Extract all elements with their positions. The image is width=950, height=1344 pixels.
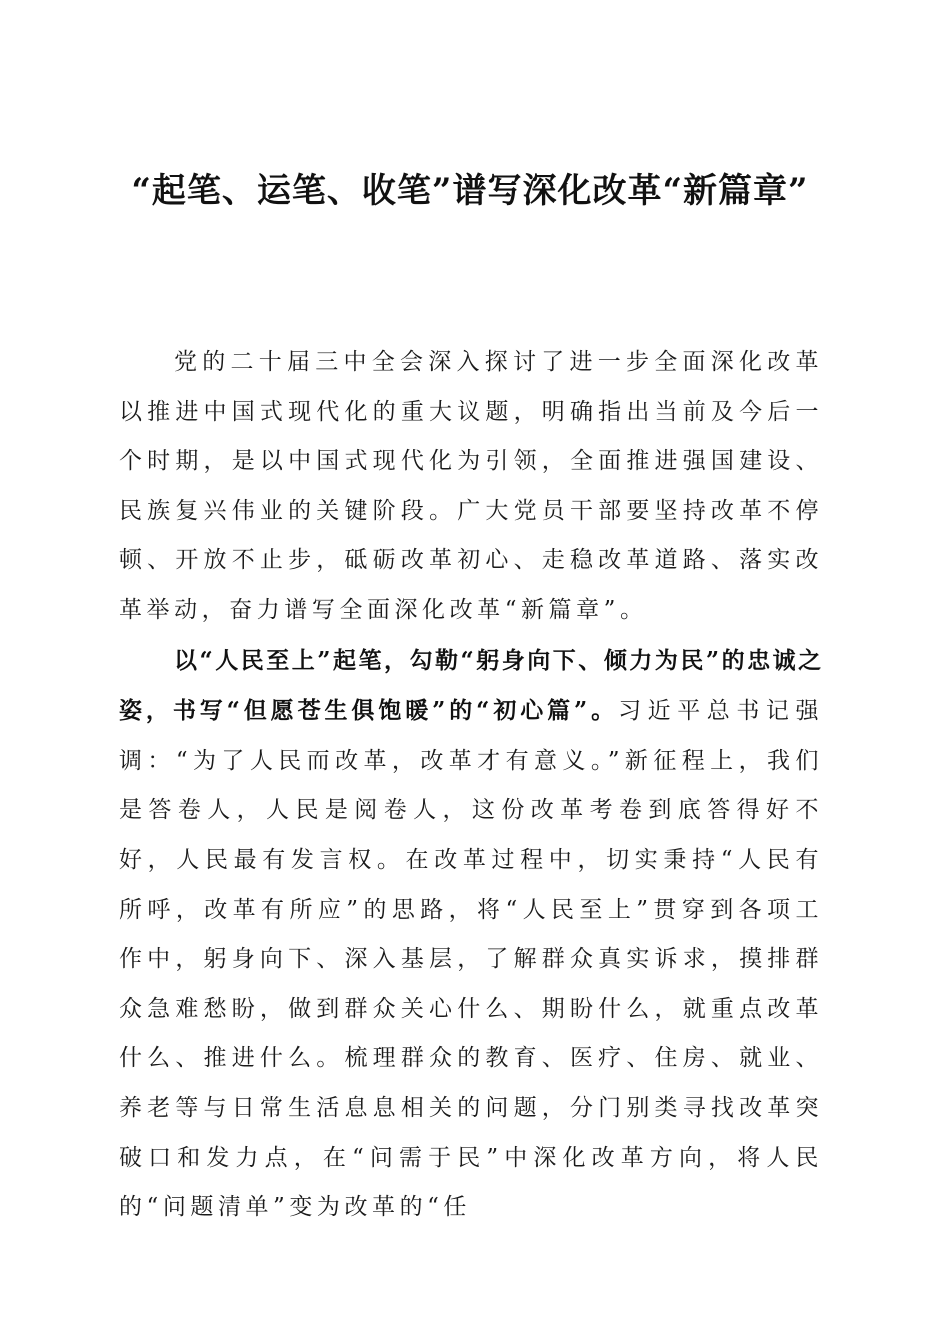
paragraph-people-first-text: 习近平总书记强调：“为了人民而改革，改革才有意义。”新征程上，我们是答卷人，人民是阅卷人，这份改革考卷到底答得好不好，人民最有发言权。在改革过程中，切实秉持“人民有所呼，改革有所应”的思路，将“人民至上”贯穿到各项工作中，躬身向下、深入基层，了解群众真实诉求，摸排群众急难愁盼，做到群众关心什么、期盼什么，就重点改革什么、推进什么。梳理群众的教育、医疗、住房、就业、养老等与日常生活息息相关的问题，分门别类寻找改革突破口和发力点，在“问需于民”中深化改革方向，将人民的“问题清单”变为改革的“任	[119, 698, 823, 1221]
paragraph-intro	[119, 338, 823, 636]
document-title: “起笔、运笔、收笔”谱写深化改革“新篇章”	[131, 171, 809, 211]
paragraph-people-first	[119, 636, 823, 1233]
paragraph-intro-text: 党的二十届三中全会深入探讨了进一步全面深化改革以推进中国式现代化的重大议题，明确指出当前及今后一个时期，是以中国式现代化为引领，全面推进强国建设、民族复兴伟业的关键阶段。广大党员干部要坚持改革不停顿、开放不止步，砥砺改革初心、走稳改革道路、落实改革举动，奋力谱写全面深化改革“新篇章”。	[119, 349, 823, 623]
document-body	[119, 338, 823, 1233]
paragraph-people-first-lead: 以“人民至上”起笔，勾勒“躬身向下、倾力为民”的忠诚之姿，书写“但愿苍生俱饱暖”的“初心篇”。	[119, 646, 823, 725]
